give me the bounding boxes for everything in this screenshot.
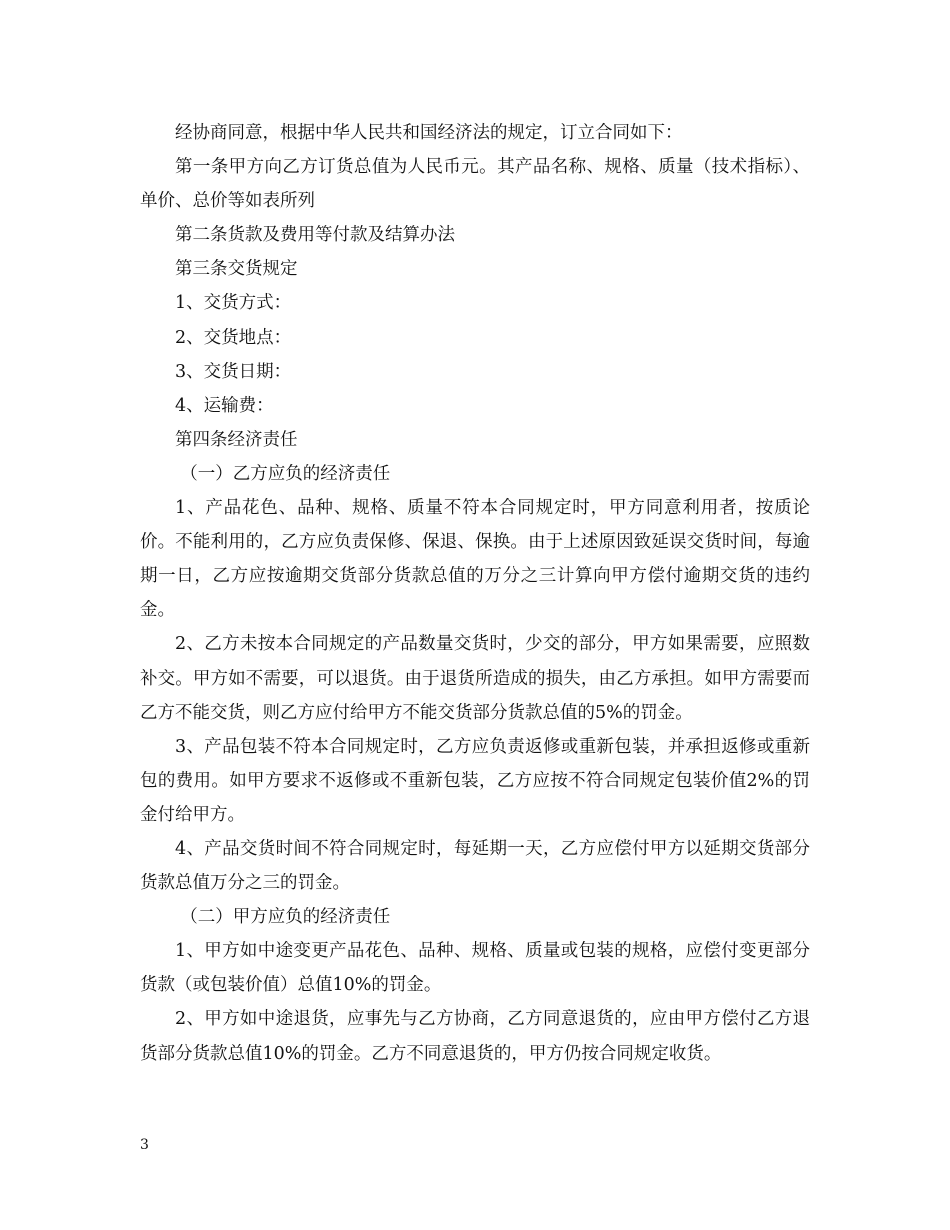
article-3-heading: 第三条交货规定 [175, 259, 298, 280]
freight-item: 4、运输费： [175, 395, 274, 416]
article-4-heading: 第四条经济责任 [175, 429, 298, 450]
buyer-liability-heading: （二）甲方应负的经济责任 [180, 907, 391, 928]
seller-liability-heading: （一）乙方应负的经济责任 [180, 463, 391, 484]
contract-body [140, 116, 810, 1071]
delivery-method-item: 1、交货方式： [175, 293, 292, 314]
seller-clause-2: 2、乙方未按本合同规定的产品数量交货时，少交的部分，甲方如果需要，应照数补交。甲方如不需要，可以退货。由于退货所造成的损失，由乙方承担。如甲方需要而乙方不能交货，则乙方应付给甲方不能交货部分货款总值的5%的罚金。 [140, 634, 810, 723]
buyer-clause-2: 2、甲方如中途退货，应事先与乙方协商，乙方同意退货的，应由甲方偿付乙方退货部分货款总值10%的罚金。乙方不同意退货的，甲方仍按合同规定收货。 [140, 1009, 810, 1064]
seller-clause-4: 4、产品交货时间不符合同规定时，每延期一天，乙方应偿付甲方以延期交货部分货款总值万分之三的罚金。 [140, 838, 810, 894]
delivery-location-item: 2、交货地点： [175, 327, 292, 348]
seller-clause-3: 3、产品包装不符本合同规定时，乙方应负责返修或重新包装，并承担返修或重新包的费用。如甲方要求不返修或不重新包装，乙方应按不符合同规定包装价值2%的罚金付给甲方。 [140, 736, 810, 825]
buyer-clause-1: 1、甲方如中途变更产品花色、品种、规格、质量或包装的规格，应偿付变更部分货款（或包装价值）总值10%的罚金。 [140, 941, 810, 996]
seller-clause-1: 1、产品花色、品种、规格、质量不符本合同规定时，甲方同意利用者，按质论价。不能利用的，乙方应负责保修、保退、保换。由于上述原因致延误交货时间，每逾期一日，乙方应按逾期交货部分货款总值的万分之三计算向甲方偿付逾期交货的违约金。 [140, 498, 810, 621]
article-2-heading: 第二条货款及费用等付款及结算办法 [175, 225, 455, 246]
intro-paragraph: 经协商同意，根据中华人民共和国经济法的规定，订立合同如下： [175, 123, 683, 143]
page-number: 3 [140, 1137, 149, 1153]
delivery-date-item: 3、交货日期： [175, 361, 292, 382]
article-1-paragraph: 第一条甲方向乙方订货总值为人民币元。其产品名称、规格、质量（技术指标）、单价、总价等如表所列 [140, 157, 810, 212]
